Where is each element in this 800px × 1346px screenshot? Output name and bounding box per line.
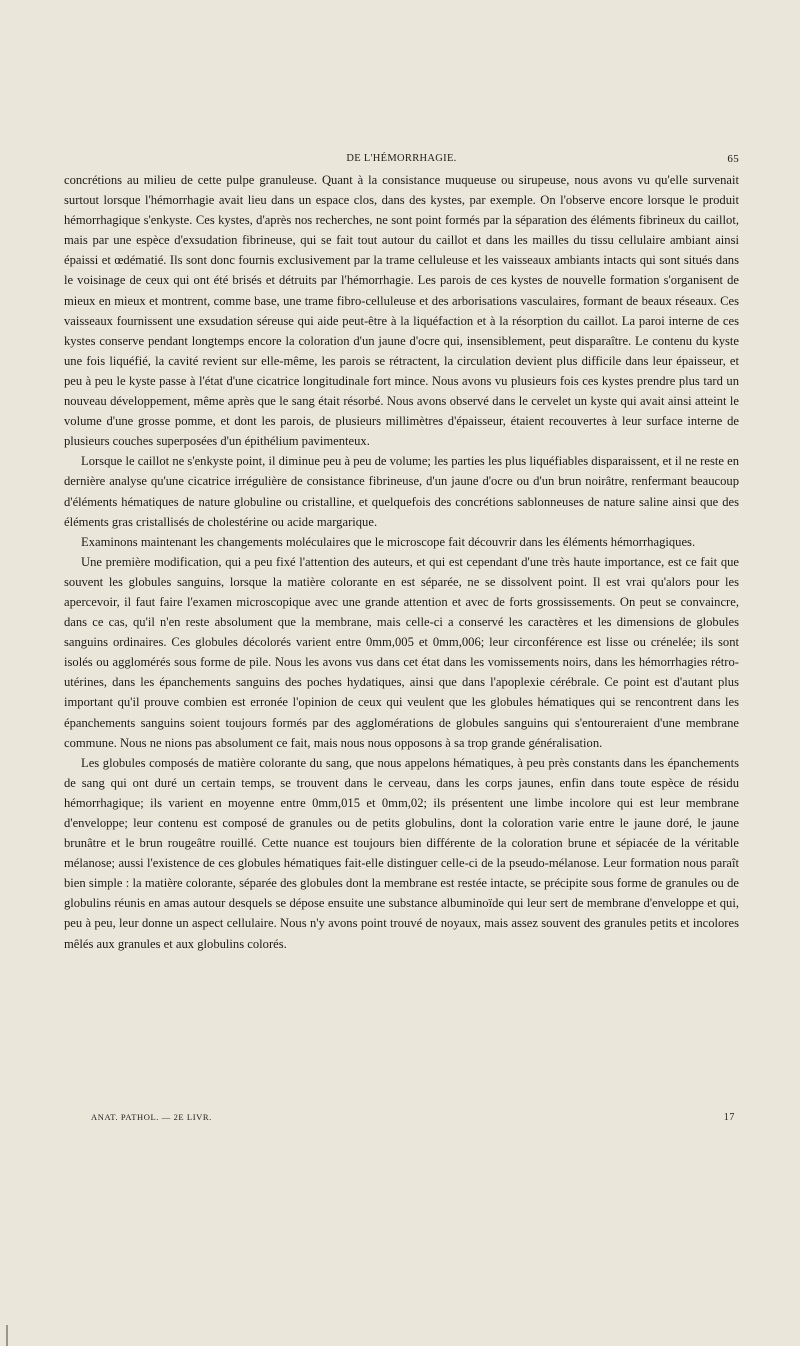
page-edge-mark (6, 1325, 8, 1346)
running-head (64, 153, 739, 169)
page-footer (64, 1112, 739, 1126)
sheet-number: 17 (723, 1112, 735, 1123)
running-title: DE L'HÉMORRHAGIE. (346, 153, 457, 164)
paragraph-caillot: Lorsque le caillot ne s'enkyste point, il diminue peu à peu de volume; les parties les plus liquéfiables disparaissent, et il ne reste en dernière analyse qu'une cicatrice irrégulière de consistance fibrineuse, d'un jaune d'ocre ou d'un brun noirâtre, renfermant beaucoup d'éléments hématiques de nature globuline ou cristalline, et quelquefois des concrétions sablonneuses de nature saline ainsi que des éléments gras cristallisés de cholestérine ou acide margarique. (64, 454, 739, 529)
page-number: 65 (727, 153, 739, 165)
paragraph-examinons: Examinons maintenant les changements moléculaires que le microscope fait découvrir dans les éléments hémorrhagiques. (81, 534, 696, 549)
paragraph-globules-hematiques: Les globules composés de matière colorante du sang, que nous appelons hématiques, à peu près constants dans les épanchements de sang qui ont duré un certain temps, se trouvent dans le cerveau, dans les corps jaunes, enfin dans toute espèce de résidu hémorrhagique; ils varient en moyenne entre 0mm,015 et 0mm,02; ils présentent une limbe incolore qui est leur membrane d'enveloppe; leur contenu est composé de granules ou de petits globulins, dont la coloration varie entre le jaune doré, le jaune brunâtre et le brun rougeâtre rouillé. Cette nuance est toujours bien différente de la coloration brune et sépiacée de la véritable mélanose; aussi l'existence de ces globules hématiques fait-elle distinguer celle-ci de la pseudo-mélanose. Leur formation nous paraît bien simple : la matière colorante, séparée des globules dont la membrane est restée intacte, se précipite sous forme de granules ou de globulins réunis en amas autour desquels se dépose ensuite une substance albuminoïde qui leur sert de membrane d'enveloppe et qui, peu à peu, leur donne un aspect cellulaire. Nous n'y avons point trouvé de noyaux, mais assez souvent des granules petits et incolores mêlés aux granules et aux globulins colorés. (64, 755, 739, 951)
paragraph-globules-decolores: Une première modification, qui a peu fixé l'attention des auteurs, et qui est cependant d'une très haute importance, est ce fait que souvent les globules sanguins, lorsque la matière colorante en est séparée, ne se dissolvent point. Il est vrai qu'alors pour les apercevoir, il faut faire l'examen microscopique avec une grande attention et avec de forts grossissements. On peut se convaincre, dans ce cas, qu'il n'en reste absolument que la membrane, mais celle-ci a conservé les caractères et les dimensions de globules sanguins ordinaires. Ces globules décolorés varient entre 0mm,005 et 0mm,006; leur circonférence est lisse ou crénelée; ils sont isolés ou agglomérés sous forme de pile. Nous les avons vus dans cet état dans les vomissements noirs, dans les hémorrhagies rétro-utérines, dans les épanchements sanguins des poches hydatiques, ainsi que dans l'apoplexie cérébrale. Ce point est d'autant plus important qu'il prouve combien est erronée l'opinion de ceux qui veulent que les globules hématiques qui se rencontrent dans les épanchements sanguins soient toujours formés par des agglomérations de globules sanguins qui s'entoureraient d'une membrane commune. Nous ne nions pas absolument ce fait, mais nous nous opposons à sa trop grande généralisation. (64, 554, 739, 750)
paragraph-kystes: concrétions au milieu de cette pulpe granuleuse. Quant à la consistance muqueuse ou sirupeuse, nous avons vu qu'elle survenait surtout lorsque l'hémorrhagie avait lieu dans un espace clos, dans des kystes, par exemple. On l'observe encore lorsque le produit hémorrhagique s'enkyste. Ces kystes, d'après nos recherches, ne sont point formés par la séparation des éléments fibrineux du caillot, mais par une espèce d'exsudation fibrineuse, qui se fait tout autour du caillot et dans les mailles du tissu cellulaire ambiant ainsi épaissi et œdématié. Ils sont donc fournis exclusivement par la trame celluleuse et les vaisseaux ambiants intacts qui sont situés dans le voisinage de ceux qui ont été brisés et détruits par l'hémorrhagie. Les parois de ces kystes de nouvelle formation s'organisent de mieux en mieux et montrent, comme base, une trame fibro-celluleuse et des arborisations vasculaires, formant de beaux réseaux. Ces vaisseaux fournissent une exsudation séreuse qui aide peut-être à la liquéfaction et à la résorption du caillot. La paroi interne de ces kystes conserve pendant longtemps encore la coloration d'un jaune d'ocre qui, insensiblement, peut disparaître. Le contenu du kyste une fois liquéfié, la cavité revient sur elle-même, les parois se rétractent, la circulation devient plus difficile dans leur épaisseur, et peu à peu le kyste passe à l'état d'une cicatrice longitudinale fort mince. Nous avons vu plusieurs fois ces kystes prendre plus tard un nouveau développement, même après que le sang était résorbé. Nous avons observé dans le cervelet un kyste qui avait ainsi atteint le volume d'une grosse pomme, et dont les parois, de plusieurs millimètres d'épaisseur, étaient recouvertes à leur surface interne de plusieurs couches superposées d'un épithélium pavimenteux. (64, 173, 739, 449)
printer-signature: ANAT. PATHOL. — 2E LIVR. (91, 1112, 212, 1122)
body-text (64, 170, 739, 954)
